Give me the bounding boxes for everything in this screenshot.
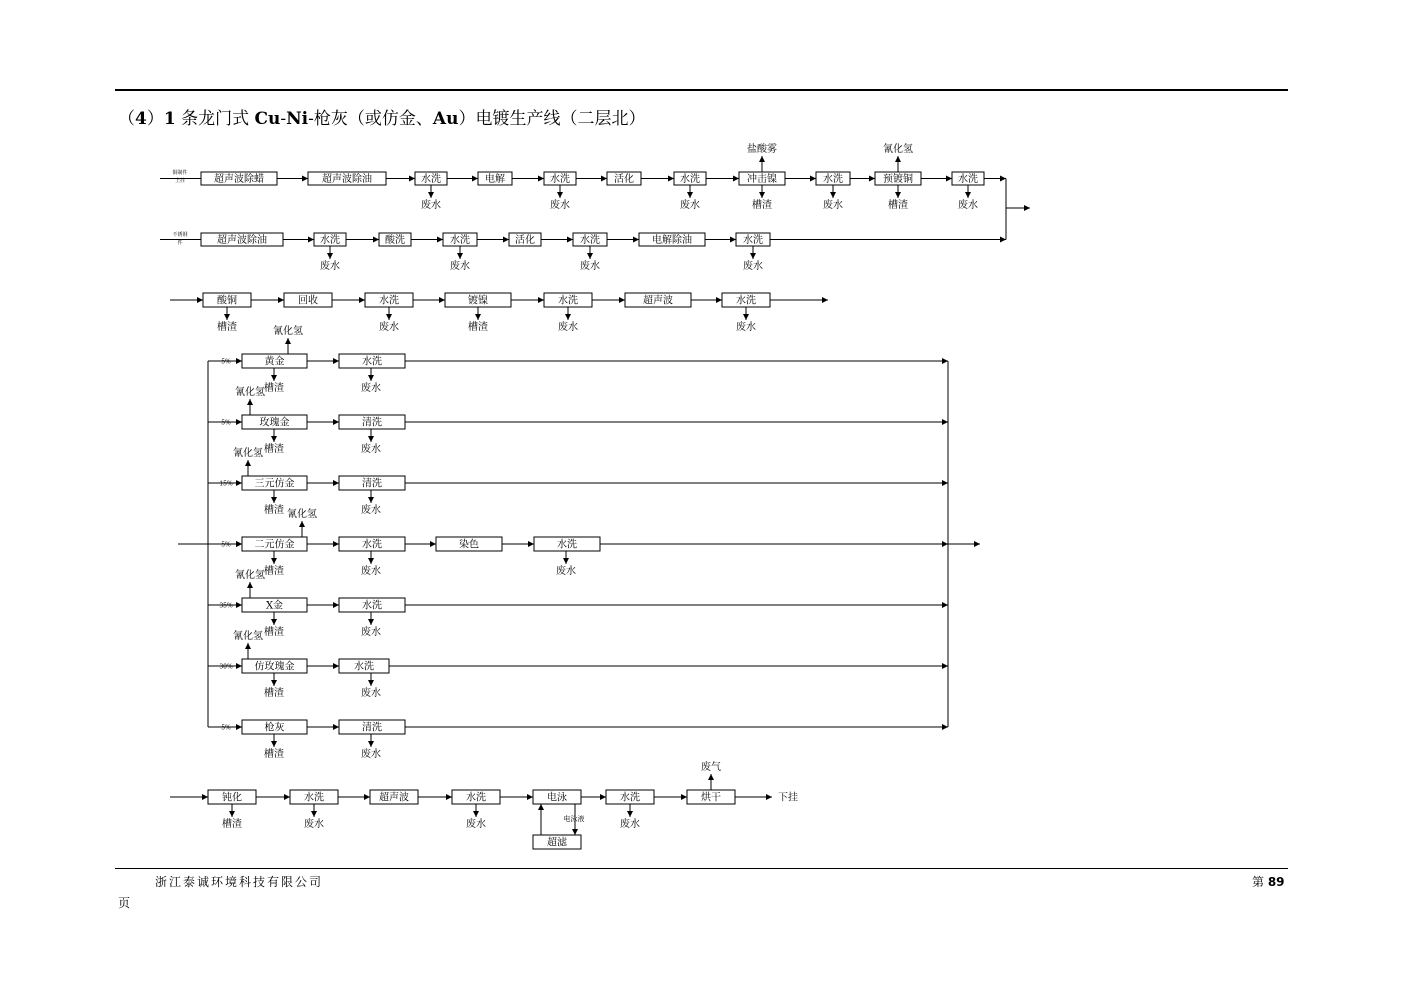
waste-label: 槽渣: [264, 505, 284, 516]
page-prefix: 第: [1252, 875, 1268, 889]
waste-label: 槽渣: [264, 627, 284, 638]
emission-label: 废气: [701, 762, 721, 773]
waste-label: 废水: [958, 200, 978, 211]
process-label: 水洗: [362, 356, 382, 368]
percentage-label: 5%: [221, 358, 231, 366]
process-label: 水洗: [421, 174, 441, 185]
process-label: 烘干: [701, 792, 721, 804]
emission-label: 氰化氢: [287, 509, 317, 520]
percentage-label: 5%: [221, 541, 231, 549]
process-label: 水洗: [379, 295, 399, 307]
emission-label: 氰化氢: [233, 448, 263, 459]
process-label: 超滤: [547, 837, 567, 849]
process-label: 超声波除油: [322, 174, 372, 185]
process-label: 酸洗: [385, 235, 405, 246]
emission-label: 盐酸雾: [747, 144, 777, 155]
process-label: 活化: [614, 174, 634, 185]
source-label: 不锈钢: [172, 232, 188, 238]
waste-label: 槽渣: [264, 566, 284, 577]
process-label: 水洗: [304, 792, 324, 804]
process-label: 水洗: [680, 174, 700, 185]
title-part: 4: [135, 109, 147, 129]
title-part: ）电镀生产线（二层北）: [458, 109, 646, 129]
waste-label: 槽渣: [264, 383, 284, 394]
waste-label: 废水: [466, 819, 486, 830]
percentage-label: 5%: [221, 419, 231, 427]
waste-label: 废水: [361, 627, 381, 638]
title-part: 1: [163, 109, 176, 129]
process-label: 电解除油: [652, 235, 692, 246]
waste-label: 废水: [361, 749, 381, 760]
process-label: 水洗: [736, 295, 756, 307]
process-label: Ⅹ金: [265, 600, 284, 612]
waste-label: 废水: [421, 200, 441, 211]
waste-label: 废水: [736, 322, 756, 333]
process-label: 水洗: [354, 661, 374, 673]
percentage-label: 5%: [221, 724, 231, 732]
waste-label: 槽渣: [888, 200, 908, 211]
waste-label: 废水: [361, 444, 381, 455]
process-label: 钝化: [222, 792, 242, 804]
waste-label: 废水: [556, 566, 576, 577]
process-label: 二元仿金: [254, 539, 295, 551]
process-label: 水洗: [557, 539, 577, 551]
process-label: 水洗: [362, 539, 382, 551]
percentage-label: 30%: [219, 663, 233, 671]
waste-label: 槽渣: [752, 200, 772, 211]
title-part: -: [280, 109, 287, 129]
title-part: 条龙门式: [175, 109, 255, 129]
process-label: 清洗: [362, 722, 382, 734]
footer-company: 浙江泰诚环境科技有限公司: [155, 875, 324, 889]
waste-label: 废水: [558, 322, 578, 333]
process-label: 电泳: [547, 792, 567, 804]
waste-label: 废水: [304, 819, 324, 830]
title-part: （: [118, 109, 135, 129]
process-label: 水洗: [558, 295, 578, 307]
emission-label: 氰化氢: [235, 570, 265, 581]
percentage-label: 35%: [219, 602, 233, 610]
waste-label: 废水: [320, 261, 340, 272]
waste-label: 废水: [361, 566, 381, 577]
process-label: 水洗: [320, 235, 340, 246]
waste-label: 槽渣: [468, 322, 488, 333]
waste-label: 废水: [361, 383, 381, 394]
emission-label: 氰化氢: [883, 144, 913, 155]
process-label: 水洗: [743, 235, 763, 246]
waste-label: 槽渣: [217, 322, 237, 333]
process-label: 染色: [459, 539, 479, 551]
waste-label: 废水: [379, 322, 399, 333]
emission-label: 氰化氢: [235, 387, 265, 398]
process-label: 酸铜: [217, 295, 237, 307]
waste-label: 槽渣: [264, 688, 284, 699]
emission-label: 氰化氢: [273, 326, 303, 337]
process-label: 冲击镍: [747, 174, 777, 185]
title-part: -枪灰（或仿金、: [308, 109, 433, 129]
process-label: 水洗: [580, 235, 600, 246]
footer-page-number: [1252, 873, 1285, 890]
process-label: 枪灰: [264, 722, 285, 734]
waste-label: 槽渣: [264, 444, 284, 455]
process-label: 镀镍: [468, 295, 488, 307]
waste-label: 废水: [620, 819, 640, 830]
percentage-label: 15%: [219, 480, 233, 488]
waste-label: 槽渣: [222, 819, 242, 830]
process-label: 电解: [485, 174, 505, 185]
process-label: 回收: [298, 295, 318, 307]
process-label: 超声波除蜡: [214, 174, 264, 185]
waste-label: 废水: [580, 261, 600, 272]
footer-page-suffix: 页: [118, 896, 131, 910]
waste-label: 废水: [450, 261, 470, 272]
process-label: 仿玫瑰金: [254, 661, 295, 673]
process-label: 玫瑰金: [259, 417, 290, 429]
process-label: 清洗: [362, 417, 382, 429]
process-label: 水洗: [823, 174, 843, 185]
title-part: Cu: [254, 109, 281, 129]
title-part: ）: [146, 109, 164, 129]
process-label: 水洗: [450, 235, 470, 246]
process-label: 水洗: [466, 792, 486, 804]
process-label: 活化: [515, 235, 535, 246]
waste-label: 废水: [823, 200, 843, 211]
process-label: 超声波: [643, 295, 673, 307]
process-label: 水洗: [362, 600, 382, 612]
waste-label: 废水: [550, 200, 570, 211]
title-part: Au: [432, 109, 459, 129]
title-part: Ni: [286, 109, 309, 129]
source-label: 上挂: [174, 178, 186, 184]
waste-label: 槽渣: [264, 749, 284, 760]
page-num: 89: [1267, 875, 1285, 889]
process-label: 预镀铜: [883, 174, 913, 185]
waste-label: 废水: [680, 200, 700, 211]
electrophoresis-liquid-label: 电泳液: [563, 815, 585, 823]
process-label: 水洗: [550, 174, 570, 185]
emission-label: 氰化氢: [233, 631, 263, 642]
waste-label: 废水: [743, 261, 763, 272]
process-label: 清洗: [362, 478, 382, 490]
process-label: 超声波除油: [217, 235, 267, 246]
process-label: 黄金: [264, 356, 285, 368]
source-label: 件: [177, 240, 183, 246]
process-label: 三元仿金: [254, 478, 295, 490]
unload-label: 下挂: [778, 792, 798, 804]
waste-label: 废水: [361, 688, 381, 699]
process-label: 水洗: [958, 174, 978, 185]
process-label: 超声波: [379, 792, 409, 804]
source-label: 铜制件: [172, 170, 188, 176]
waste-label: 废水: [361, 505, 381, 516]
process-label: 水洗: [620, 792, 640, 804]
